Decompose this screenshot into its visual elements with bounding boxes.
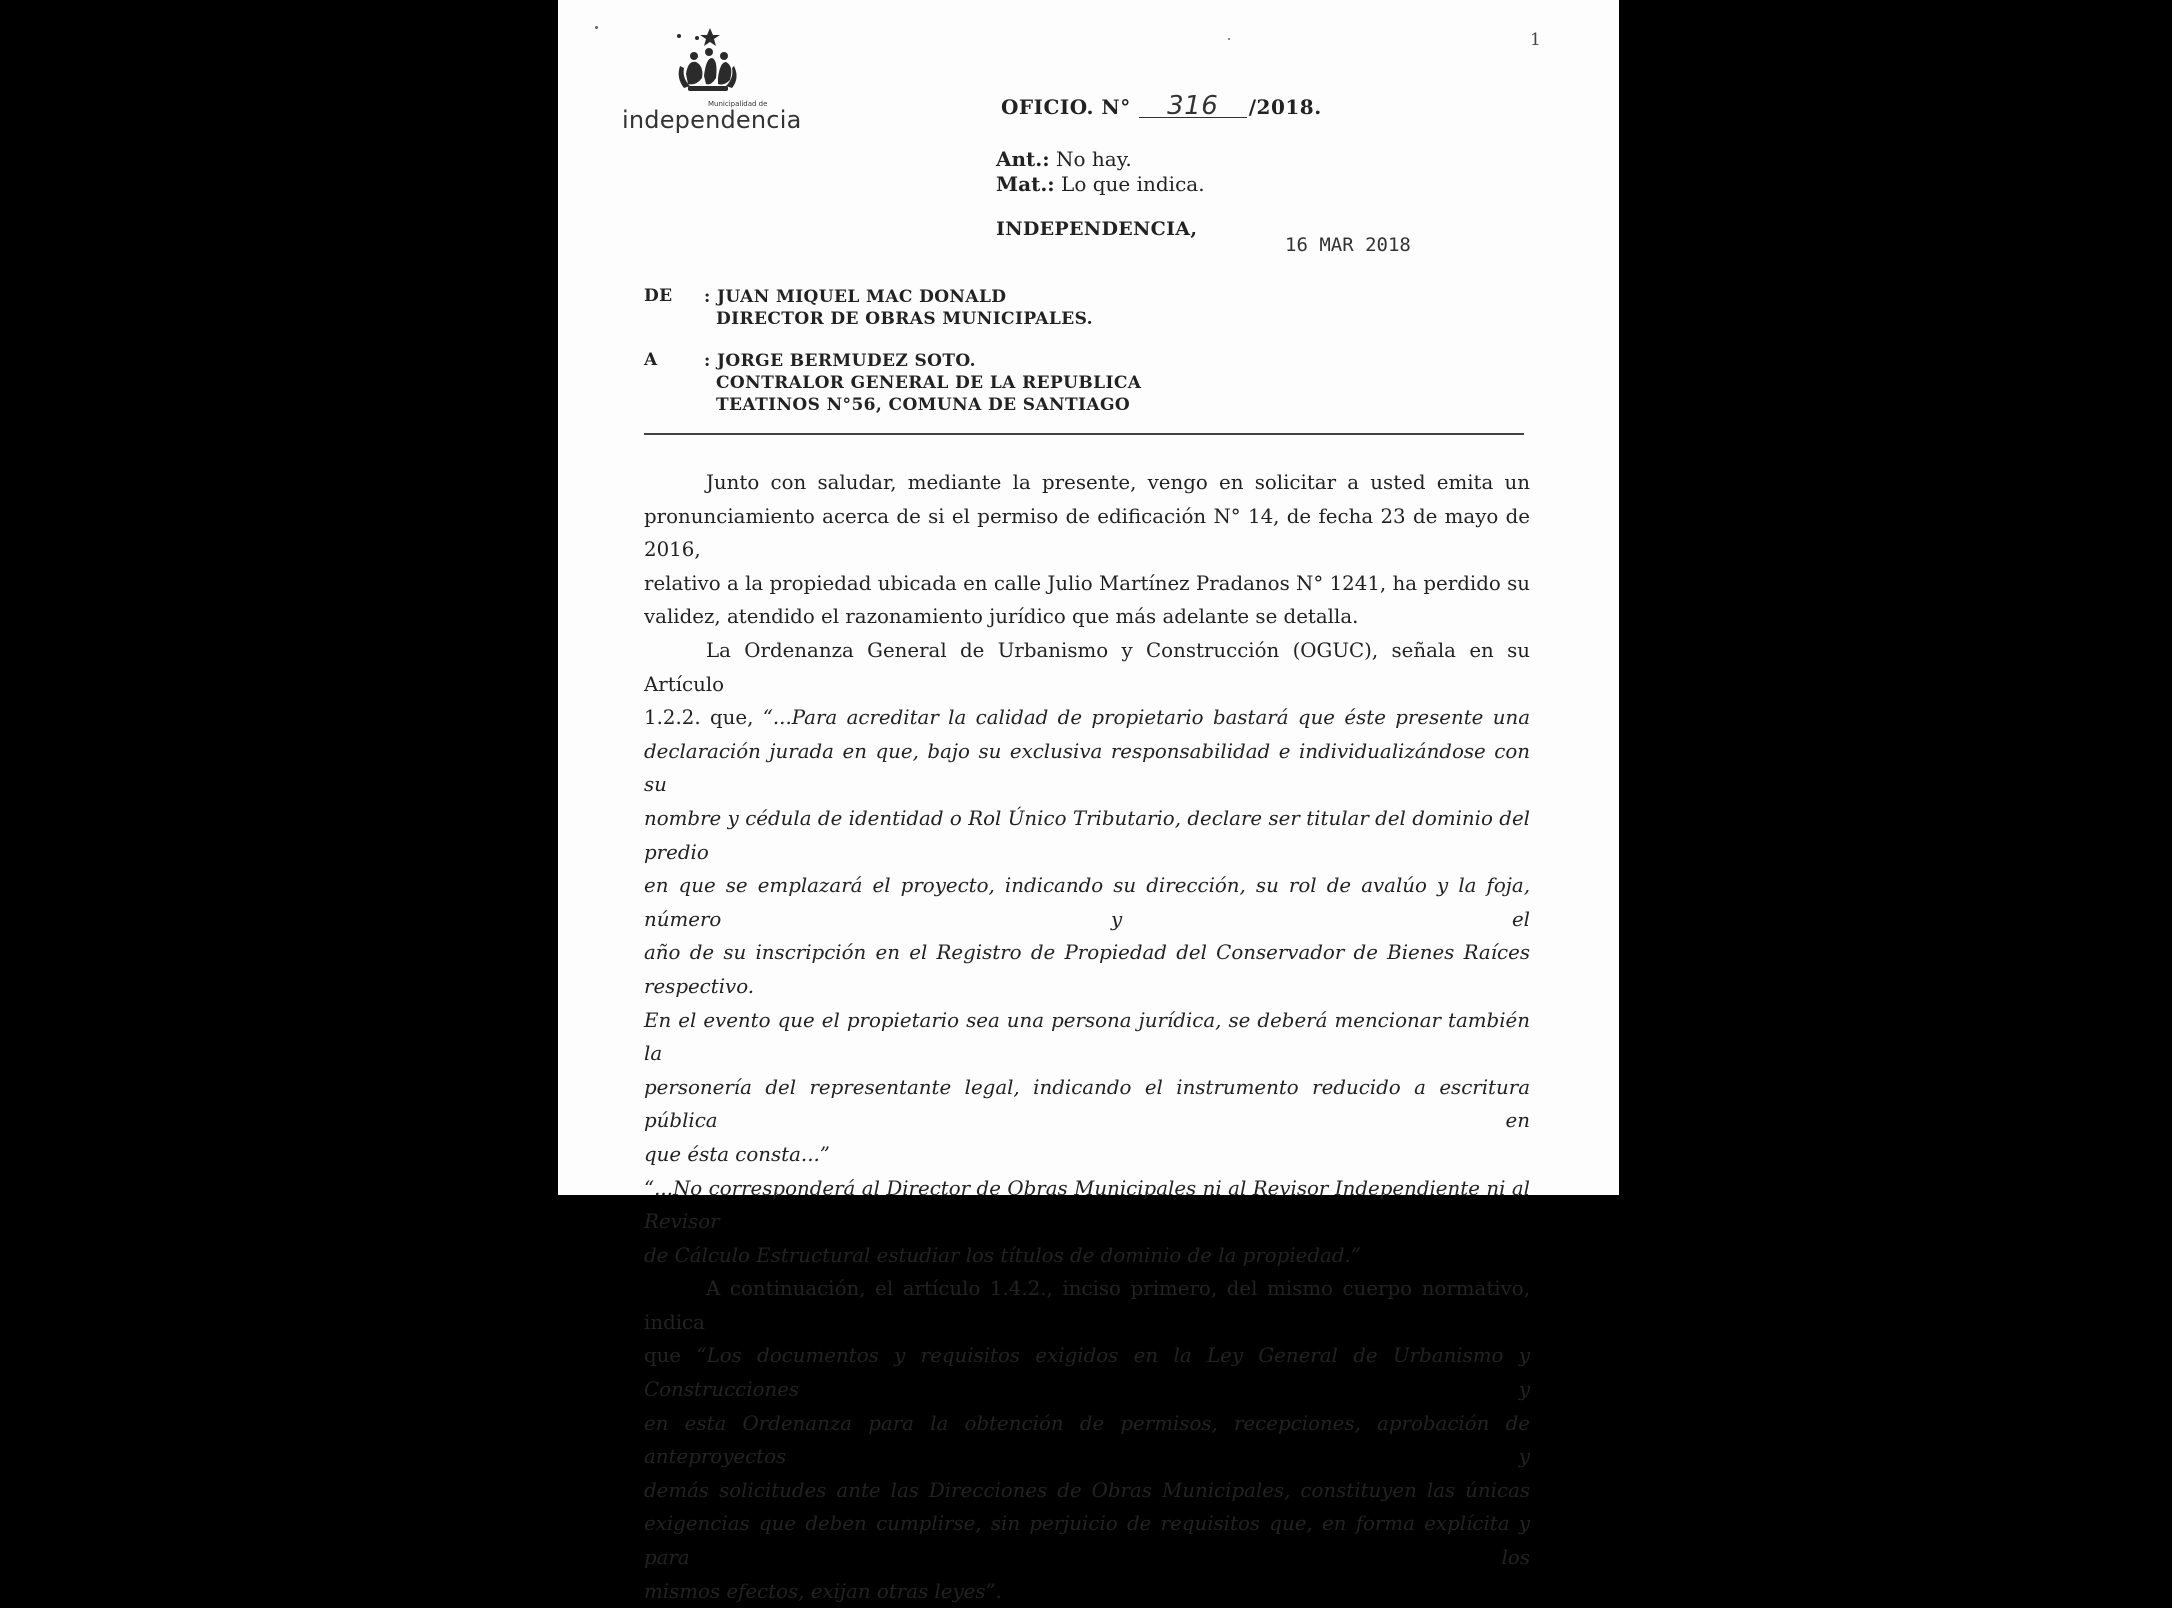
quote-line: en que se emplazará el proyecto, indicando su dirección, su rol de avalúo y la foja, número y el <box>644 874 1530 931</box>
from-name: : JUAN MIQUEL MAC DONALD <box>704 287 1007 307</box>
to-block <box>704 350 1141 416</box>
text-line: relativo a la propiedad ubicada en calle Julio Martínez Pradanos N° 1241, ha perdido su <box>644 571 1530 595</box>
header-divider <box>644 433 1524 435</box>
date-stamp: 16 MAR 2018 <box>1285 234 1411 256</box>
oficio-line <box>1001 91 1322 121</box>
quote-line: año de su inscripción en el Registro de Propiedad del Conservador de Bienes Raíces respectivo. <box>644 941 1530 998</box>
scan-speck <box>1228 38 1230 40</box>
text-lead: que <box>644 1344 697 1368</box>
text-line: Junto con saludar, mediante la presente, vengo en solicitar a usted emita un <box>706 471 1530 494</box>
to-name: : JORGE BERMUDEZ SOTO. <box>704 351 976 371</box>
ant-line <box>996 147 1132 171</box>
quote-line: nombre y cédula de identidad o Rol Único Tributario, declare ser titular del dominio del predio <box>644 806 1530 864</box>
ant-value: No hay. <box>1056 147 1132 171</box>
scan-speck <box>595 26 598 29</box>
from-title: DIRECTOR DE OBRAS MUNICIPALES. <box>716 309 1093 329</box>
municipality-logo <box>616 26 802 136</box>
mat-label: Mat.: <box>996 172 1055 196</box>
quote-line: En el evento que el propietario sea una persona jurídica, se deberá mencionar también la <box>644 1008 1530 1066</box>
oficio-handwritten-number: 316 <box>1139 95 1247 118</box>
mat-value: Lo que indica. <box>1061 172 1205 196</box>
text-line <box>644 1339 1530 1406</box>
quote-line: exigencias que deben cumplirse, sin perjuicio de requisitos que, en forma explícita y para los <box>644 1512 1530 1570</box>
logo-emblem-icon <box>616 26 786 106</box>
quote-text: “...Para acreditar la calidad de propietario bastará que éste presente una <box>762 706 1530 730</box>
quote-line: que ésta consta...” <box>644 1142 830 1166</box>
from-label: DE <box>644 286 673 306</box>
text-line: validez, atendido el razonamiento jurídico que más adelante se detalla. <box>644 605 1359 629</box>
quote-text: “Los documentos y requisitos exigidos en la Ley General de Urbanismo y Construcciones y <box>644 1344 1530 1402</box>
quote-line: “...No corresponderá al Director de Obras Municipales ni al Revisor Independiente ni al Revisor <box>644 1176 1530 1234</box>
paragraph-1 <box>644 466 1530 634</box>
quote-line: demás solicitudes ante las Direcciones de Obras Municipales, constituyen las únicas <box>644 1478 1530 1502</box>
oficio-prefix: OFICIO. N° <box>1001 95 1131 119</box>
text-lead: 1.2.2. que, <box>644 706 763 730</box>
quote-line: declaración jurada en que, bajo su exclusiva responsabilidad e individualizándose con su <box>644 739 1530 797</box>
ant-label: Ant.: <box>996 147 1050 171</box>
logo-name: independencia <box>622 106 802 134</box>
quote-line: en esta Ordenanza para la obtención de permisos, recepciones, aprobación de anteproyectos y <box>644 1411 1530 1469</box>
text-line: pronunciamiento acerca de si el permiso de edificación N° 14, de fecha 23 de mayo de 2016, <box>644 504 1530 562</box>
quote-line: de Cálculo Estructural estudiar los títulos de dominio de la propiedad.” <box>644 1243 1361 1267</box>
logo-small-text: Municipalidad de <box>708 100 768 108</box>
text-line: La Ordenanza General de Urbanismo y Construcción (OGUC), señala en su Artículo <box>644 639 1530 696</box>
quote-line: mismos efectos, exijan otras leyes”. <box>644 1579 1002 1603</box>
mat-line <box>996 172 1205 196</box>
text-line <box>644 701 1530 735</box>
quote-line: personería del representante legal, indicando el instrumento reducido a escritura pública en <box>644 1075 1530 1133</box>
to-address: TEATINOS N°56, COMUNA DE SANTIAGO <box>716 395 1131 415</box>
to-title: CONTRALOR GENERAL DE LA REPUBLICA <box>716 373 1142 393</box>
from-block <box>704 286 1093 330</box>
place-line: INDEPENDENCIA, <box>996 218 1198 240</box>
document-page <box>558 0 1619 1603</box>
page-number: 1 <box>1530 30 1541 50</box>
paragraph-2 <box>644 634 1530 1608</box>
text-line: A continuación, el artículo 1.4.2., inciso primero, del mismo cuerpo normativo, indica <box>644 1277 1530 1334</box>
oficio-suffix: /2018. <box>1248 95 1322 119</box>
to-label: A <box>644 350 658 370</box>
